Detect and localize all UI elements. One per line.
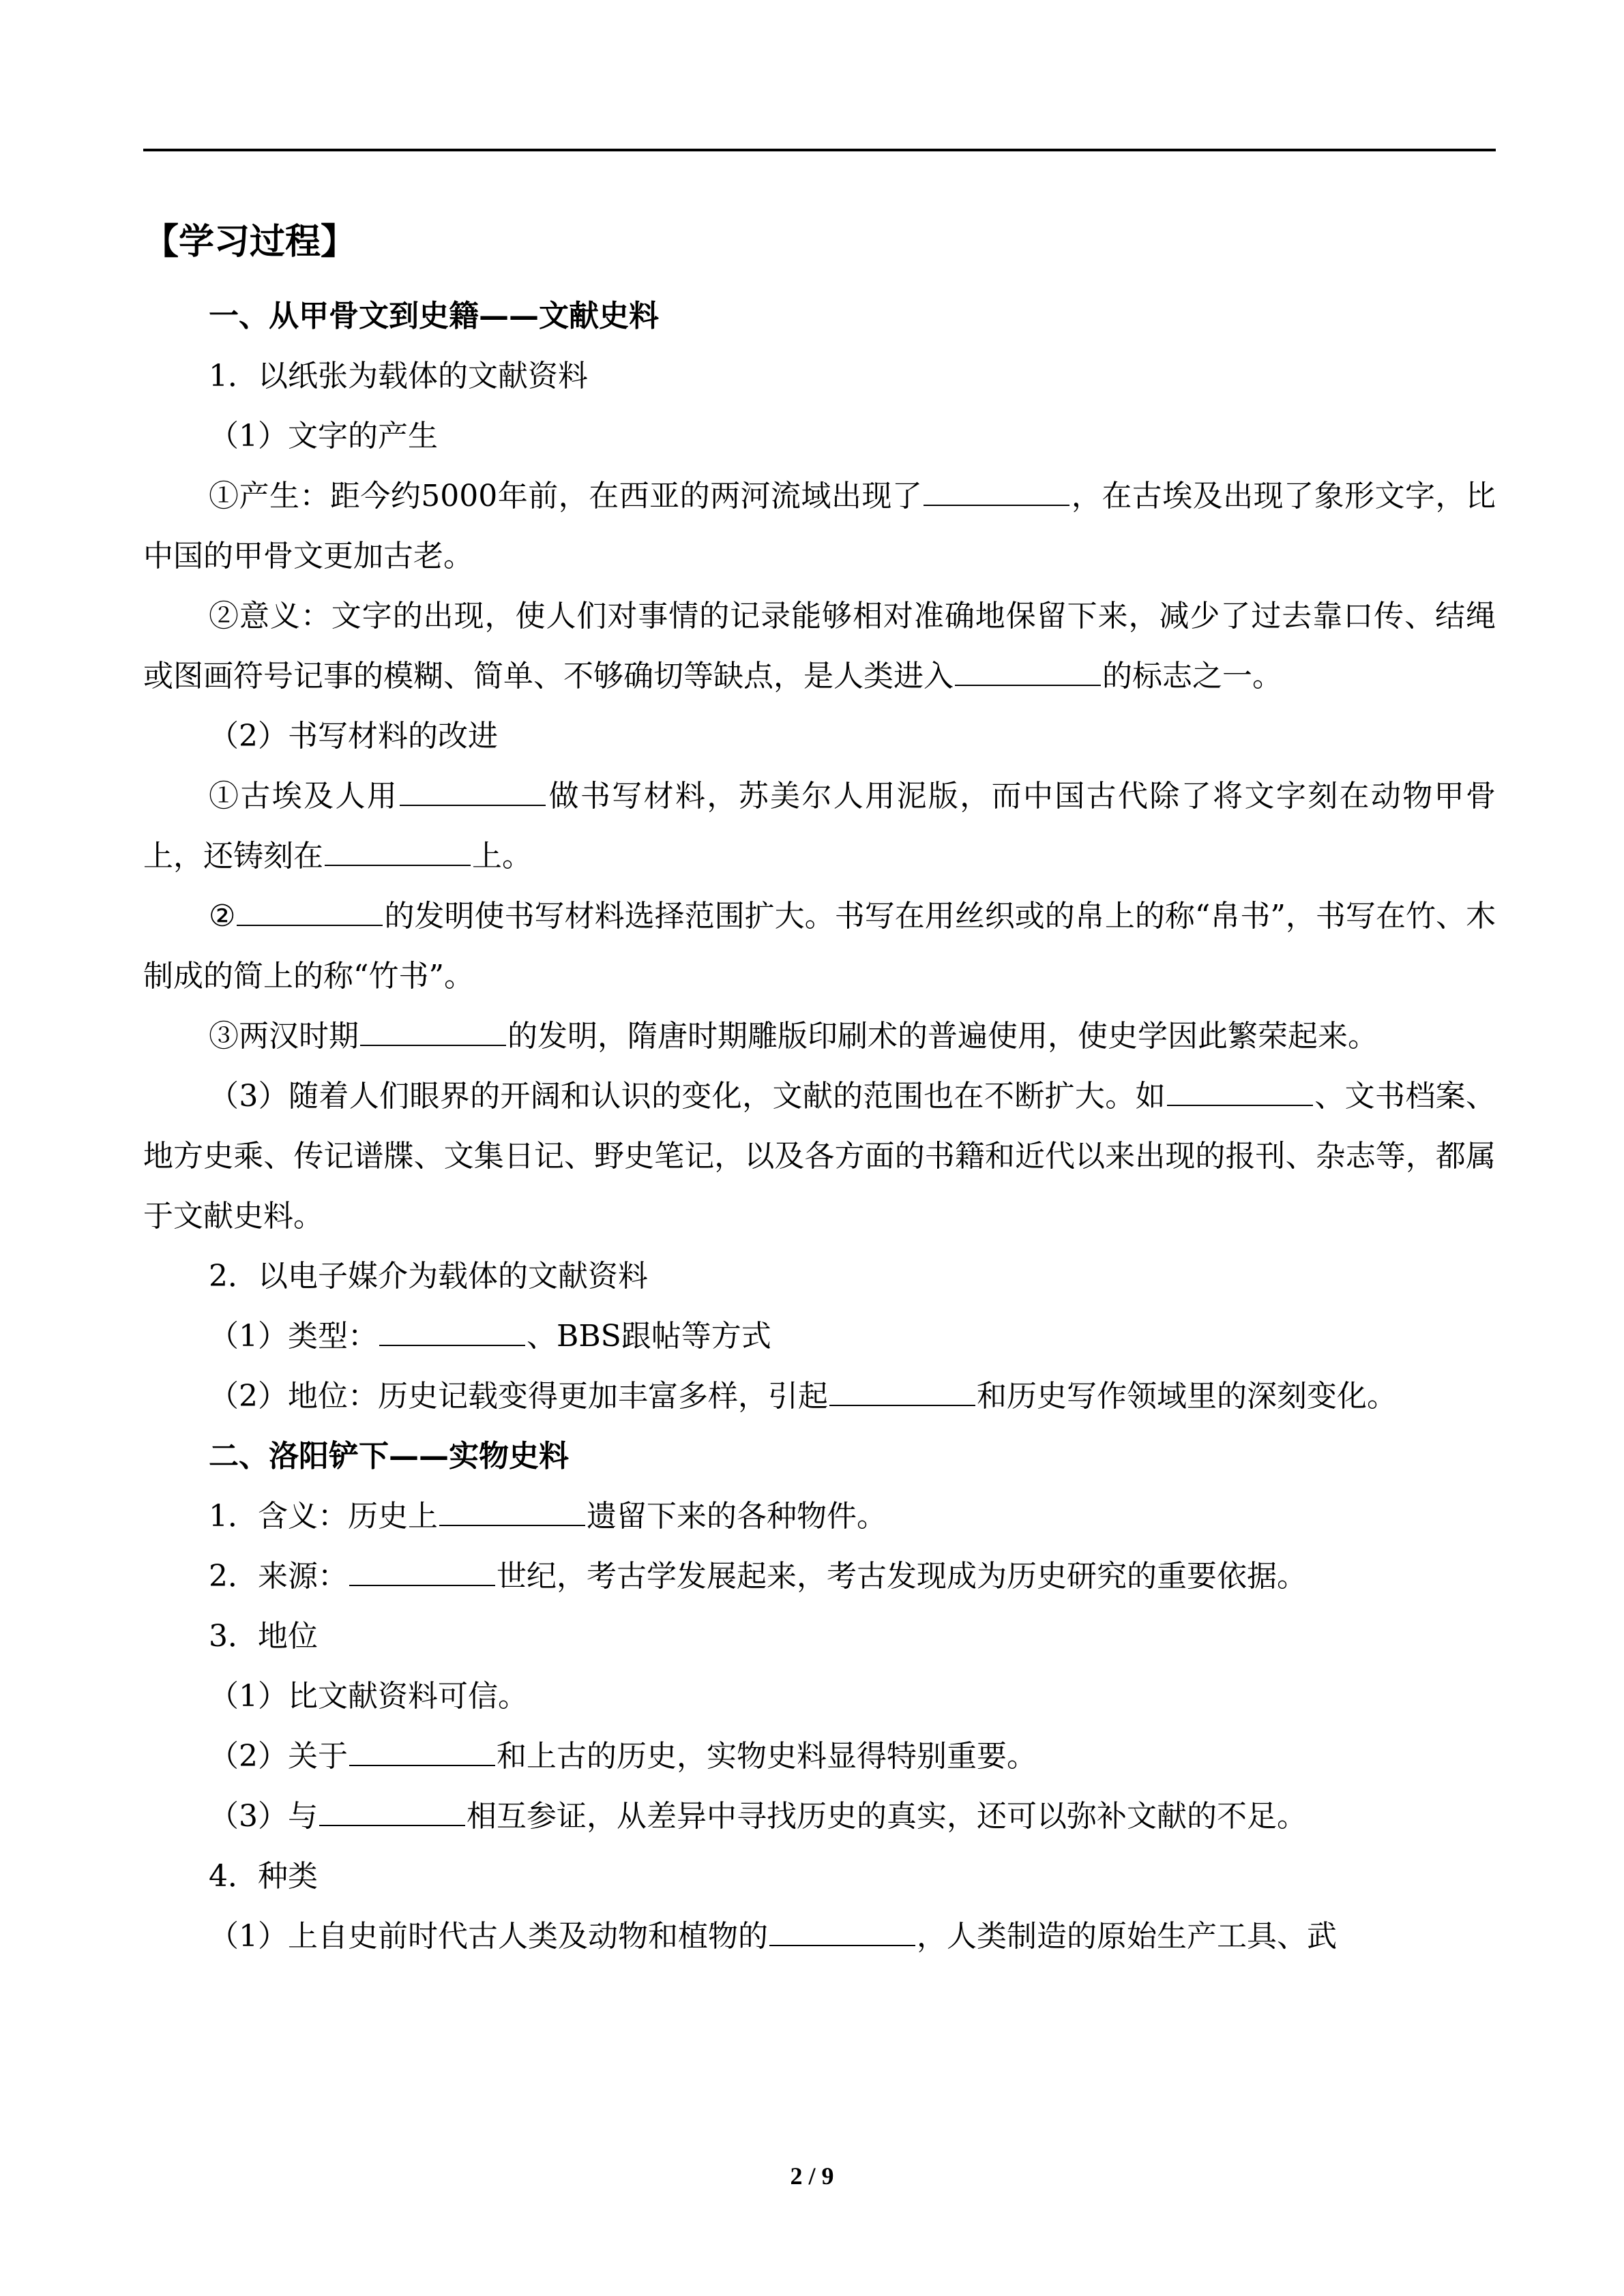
paragraph-meaning <box>143 586 1496 706</box>
text: 1．含义：历史上 <box>209 1499 438 1534</box>
text: ①古埃及人用 <box>209 779 399 814</box>
fill-blank[interactable] <box>1167 1077 1313 1106</box>
text: ③两汉时期 <box>209 1019 359 1054</box>
paragraph-source <box>143 1547 1496 1607</box>
text: 、文书档案、地方史乘、传记谱牒、文集日记、野史笔记，以及各方面的书籍和近代以来出现的报刊、杂志等，都属于文献史料。 <box>143 1079 1496 1234</box>
paragraph-han <box>143 1007 1496 1067</box>
text: 上。 <box>472 839 532 874</box>
page-number: 2 / 9 <box>790 2162 834 2190</box>
fill-blank[interactable] <box>360 1017 506 1046</box>
paragraph-origin <box>143 466 1496 586</box>
paragraph-compare <box>143 1787 1496 1847</box>
text: ①产生：距今约5000年前，在西亚的两河流域出现了 <box>209 479 923 513</box>
text: ，人类制造的原始生产工具、武 <box>917 1919 1337 1954</box>
text: 做书写材料，苏美尔人用泥版，而中国古代除了将文字刻在动物甲骨上，还铸刻在 <box>143 779 1496 874</box>
text: （2）地位：历史记载变得更加丰富多样，引起 <box>209 1379 828 1414</box>
part2-sub4: 4．种类 <box>209 1859 318 1894</box>
paragraph-scope <box>143 1067 1496 1247</box>
fill-blank[interactable] <box>400 777 546 806</box>
section-title: 【学习过程】 <box>143 222 357 263</box>
fill-blank[interactable] <box>769 1918 915 1946</box>
paragraph-ancient <box>143 1727 1496 1787</box>
text: （3）与 <box>209 1799 318 1834</box>
paragraph-materials <box>143 766 1496 886</box>
text: 的发明，隋唐时期雕版印刷术的普遍使用，使史学因此繁荣起来。 <box>507 1019 1378 1054</box>
fill-blank[interactable] <box>319 1798 465 1826</box>
paragraph-status <box>143 1367 1496 1427</box>
header-rule <box>143 149 1496 151</box>
paragraph-types <box>143 1307 1496 1367</box>
part1-sub1-2: （2）书写材料的改进 <box>209 719 498 754</box>
fill-blank[interactable] <box>379 1317 525 1346</box>
part1-heading: 一、从甲骨文到史籍——文献史料 <box>209 299 659 333</box>
part2-heading: 二、洛阳铲下——实物史料 <box>209 1439 569 1474</box>
text: 2．来源： <box>209 1559 348 1594</box>
paragraph-kinds <box>143 1907 1496 1967</box>
text: 的标志之一。 <box>1102 659 1282 694</box>
fill-blank[interactable] <box>325 837 471 866</box>
text: （1）上自史前时代古人类及动物和植物的 <box>209 1919 768 1954</box>
paragraph-definition <box>143 1487 1496 1547</box>
text: 和上古的历史，实物史料显得特别重要。 <box>497 1739 1037 1774</box>
text: 相互参证，从差异中寻找历史的真实，还可以弥补文献的不足。 <box>467 1799 1307 1834</box>
text: （2）关于 <box>209 1739 348 1774</box>
text: ，在古埃及出现了象形文字，比中国的甲骨文更加古老。 <box>143 479 1496 573</box>
text: 遗留下来的各种物件。 <box>587 1499 887 1534</box>
fill-blank[interactable] <box>349 1557 495 1586</box>
text: ② <box>209 899 236 934</box>
part1-sub1: 1．以纸张为载体的文献资料 <box>209 359 588 393</box>
text: （1）类型： <box>209 1319 378 1354</box>
document-body <box>143 205 1496 1967</box>
part2-sub3-1: （1）比文献资料可信。 <box>209 1679 528 1714</box>
part1-sub1-1: （1）文字的产生 <box>209 419 438 453</box>
fill-blank[interactable] <box>955 657 1101 686</box>
fill-blank[interactable] <box>439 1497 585 1526</box>
text: 、BBS跟帖等方式 <box>527 1319 771 1354</box>
text: 的发明使书写材料选择范围扩大。书写在用丝织或的帛上的称“帛书”，书写在竹、木制成的简上的称“竹书”。 <box>143 899 1496 994</box>
fill-blank[interactable] <box>829 1377 975 1406</box>
fill-blank[interactable] <box>349 1738 495 1766</box>
text: 和历史写作领域里的深刻变化。 <box>977 1379 1397 1414</box>
text: ②意义：文字的出现，使人们对事情的记录能够相对准确地保留下来，减少了过去靠口传、结绳或图画符号记事的模糊、简单、不够确切等缺点，是人类进入 <box>143 599 1496 694</box>
fill-blank[interactable] <box>924 477 1069 506</box>
part1-sub2: 2．以电子媒介为载体的文献资料 <box>209 1259 648 1294</box>
paragraph-invention <box>143 886 1496 1007</box>
fill-blank[interactable] <box>237 897 383 926</box>
part2-sub3: 3．地位 <box>209 1619 318 1654</box>
text: （3）随着人们眼界的开阔和认识的变化，文献的范围也在不断扩大。如 <box>209 1079 1166 1114</box>
text: 世纪，考古学发展起来，考古发现成为历史研究的重要依据。 <box>497 1559 1307 1594</box>
